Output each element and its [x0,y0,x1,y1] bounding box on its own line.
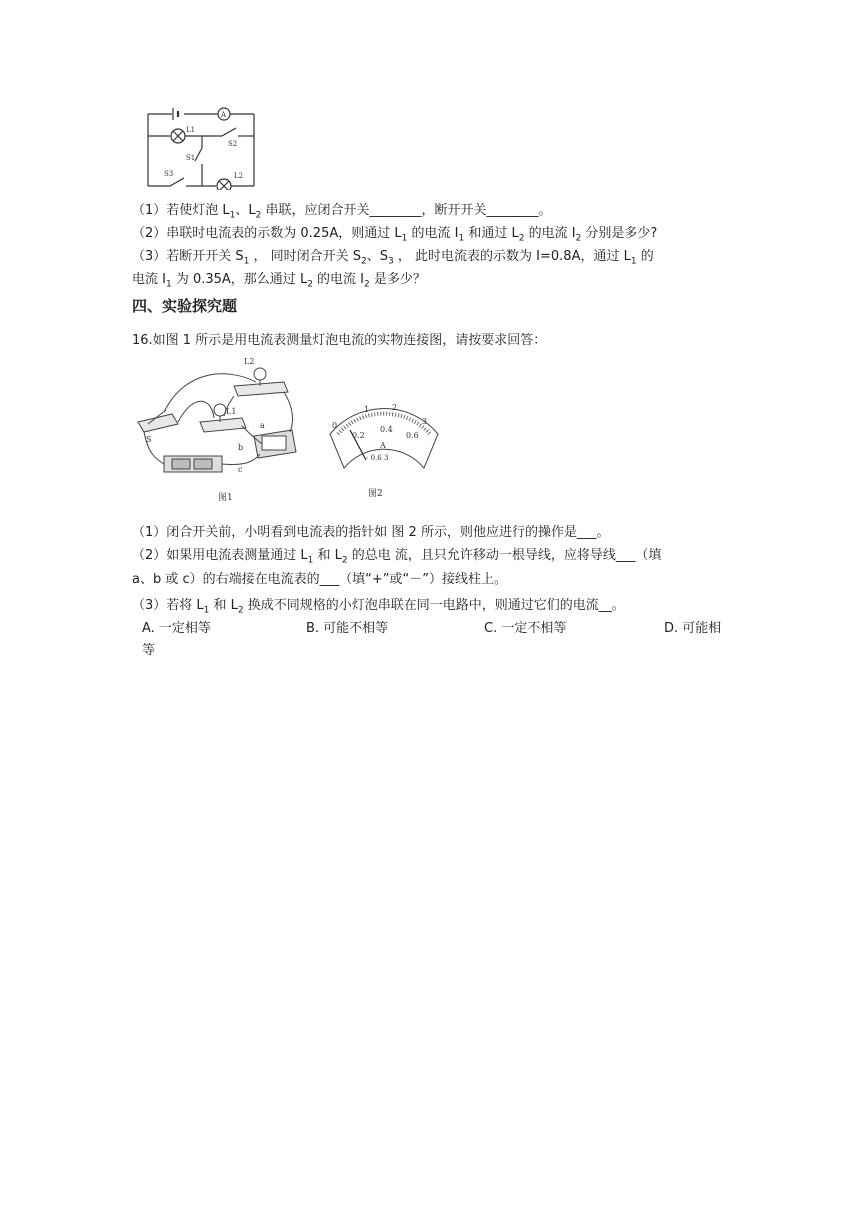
q16-part2: （2）如果用电流表测量通过 $L_1$ 和 $L_2$ 的总电 流，且只允许移动一根导线，应将导线___（填 [132,548,662,566]
dial-top-0: 0 [332,421,338,430]
q16-part1: （1）闭合开关前，小明看到电流表的指针如 图 2 所示，则他应进行的操作是___。 [132,525,610,540]
diagram-label-s2: S2 [228,140,238,148]
q16-stem: 16.如图 1 所示是用电流表测量灯泡电流的实物连接图，请按要求回答： [132,333,547,348]
q15-part3: （3）若断开开关 $S_1$ ， 同时闭合开关 $S_2$、$S_3$ ， 此时电流表的示数为 I=0.8A，通过 $L_1$ 的 [132,249,654,267]
option-b: B. 可能不相等 [306,621,389,636]
diagram-label-s1: S1 [186,154,196,162]
option-c: C. 一定不相等 [484,621,567,636]
fig1-label-l1: L1 [226,407,237,416]
diagram-label-s3: S3 [164,170,174,178]
fig1-label-a: a [260,421,265,430]
section-heading: 四、实验探究题 [132,297,238,315]
q16-part3: （3）若将 $L_1$ 和 $L_2$ 换成不同规格的小灯泡串联在同一电路中，则通过它们的电流__。 [132,598,625,616]
option-d-continued: 等 [142,643,156,658]
fig1-label-l2: L2 [244,357,255,366]
q15-part1: （1）若使灯泡 $L_1$、$L_2$ 串联，应闭合开关________，断开开关________。 [132,203,552,221]
q15-part3-continued: 电流 $I_1$ 为 0.35A，那么通过 $L_2$ 的电流 $I_2$ 是多少？ [132,272,426,290]
dial-top-3: 3 [422,417,428,426]
dial-unit: A [380,441,386,450]
ammeter-dial-figure-2 [326,390,442,506]
q16-part2-continued: a、b 或 c）的右端接在电流表的___（填“+”或“－”）接线柱上。 [132,572,507,587]
dial-bottom-06: 0.6 [406,431,419,440]
fig2-caption: 图2 [368,489,383,499]
option-d: D. 可能相 [664,621,722,636]
fig1-label-b: b [238,443,244,452]
diagram-label-l1: L1 [186,126,196,134]
fig1-caption: 图1 [218,493,233,503]
dial-top-2: 2 [392,403,398,412]
fig1-label-s: S [146,435,152,444]
ammeter-symbol-label: A [221,111,227,119]
option-a: A. 一定相等 [142,621,211,636]
wiring-figure-1 [134,352,302,508]
dial-terminals: - 0.6 3 [366,454,389,462]
dial-bottom-04: 0.4 [380,425,393,434]
q15-part2: （2）串联时电流表的示数为 0.25A，则通过 $L_1$ 的电流 $I_1$ 和通过 $L_2$ 的电流 $I_2$ 分别是多少? [132,226,658,244]
fig1-label-c: c [238,465,243,474]
diagram-label-l2: L2 [234,172,244,180]
dial-bottom-02: 0.2 [352,431,365,440]
dial-top-1: 1 [364,405,370,414]
circuit-diagram-q15 [140,98,260,190]
